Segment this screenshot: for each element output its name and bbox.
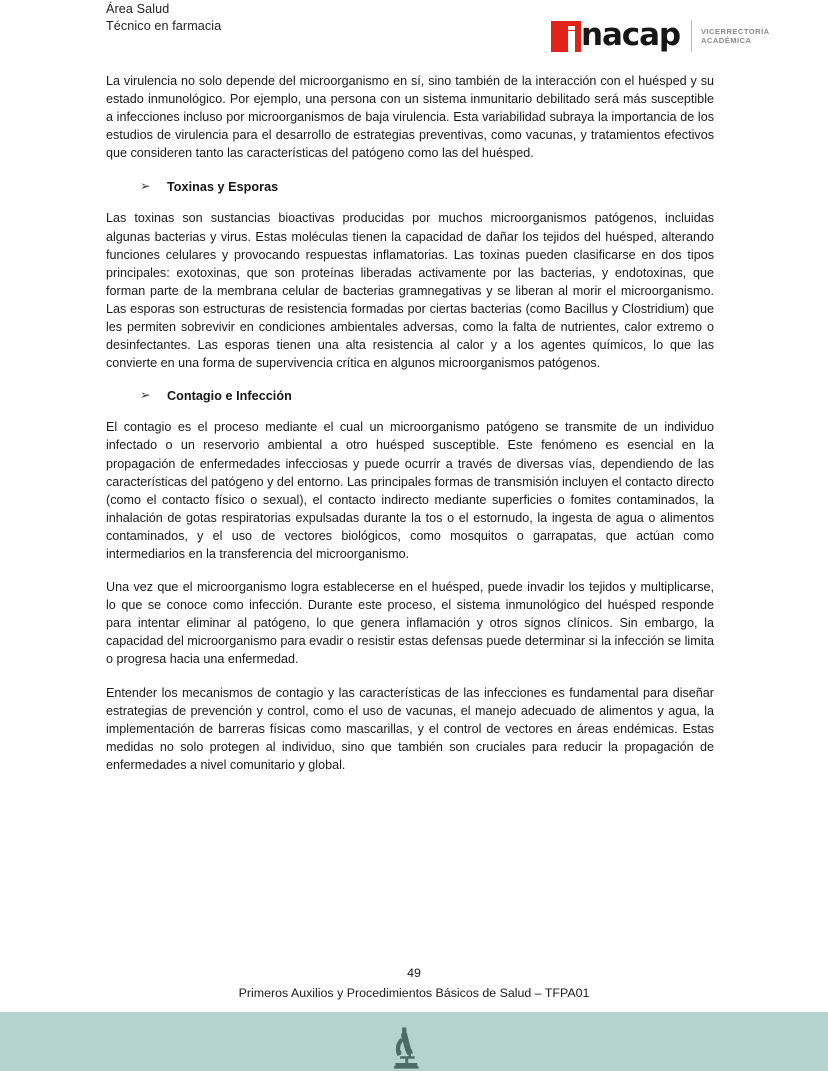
logo-i-gap [568,26,575,30]
inacap-logo [551,18,770,54]
arrow-bullet-icon: ➢ [140,178,151,194]
page-number: 49 [407,966,421,980]
arrow-bullet-icon: ➢ [140,387,151,403]
heading-label: Toxinas y Esporas [167,180,279,195]
page-footer [0,964,828,1003]
paragraph-infeccion: Una vez que el microorganismo logra establecerse en el huésped, puede invadir los tejidos y multiplicarse, lo que se conoce como infección. Durante este proceso, el sistema inmunológico del huésped responde para intentar eliminar al patógeno, lo que genera inflamación y otros signos clínicos. Sin embargo, la capacidad del microorganismo para evadir o resistir estas defensas puede determinar si la infección se limita o progresa hacia una enfermedad. [106,580,714,667]
header-program-line: Técnico en farmacia [106,19,222,33]
logo-subtitle [701,27,770,46]
page-header [0,0,828,62]
inacap-wordmark: nacap [581,16,680,53]
heading-toxinas-y-esporas [106,178,714,196]
header-area-line: Área Salud [106,2,170,16]
document-body [106,72,714,789]
header-department-block [106,1,221,35]
paragraph-virulencia: La virulencia no solo depende del microorganismo en sí, sino también de la interacción con el huésped y su estado inmunológico. Por ejemplo, una persona con un sistema inmunitario debilitado será más susceptible a infecciones incluso por microorganismos de baja virulencia. Esta variabilidad subraya la importancia de los estudios de virulencia para el desarrollo de estrategias preventivas, como vacunas, y tratamientos efectivos que consideren tanto las características del patógeno como las del huésped. [106,74,714,161]
logo-divider [691,20,692,52]
logo-i-stem [568,31,575,52]
bottom-decorative-band [0,1012,828,1071]
heading-contagio-e-infeccion [106,387,714,405]
inacap-logo-mark-icon [551,21,581,52]
heading-label: Contagio e Infección [167,389,292,404]
paragraph-contagio: El contagio es el proceso mediante el cual un microorganismo patógeno se transmite de un individuo infectado o un reservorio ambiental a otro huésped susceptible. Este fenómeno es esencial en la propagación de enfermedades infecciosas y puede ocurrir a través de diversas vías, dependiendo de las características del patógeno y del entorno. Las principales formas de transmisión incluyen el contacto directo (como el contacto físico o sexual), el contacto indirecto mediante superficies o fomites contaminados, la inhalación de gotas respiratorias expulsadas durante la tos o el estornudo, la ingesta de agua o alimentos contaminados, y el uso de vectores biológicos, como mosquitos o garrapatas, que actúan como intermediarios en la transferencia del microorganismo. [106,420,714,561]
microscope-icon [386,1026,426,1071]
logo-subtitle-line2: ACADÉMICA [700,36,752,45]
logo-subtitle-line1: VICERRECTORÍA [700,26,770,36]
paragraph-toxinas: Las toxinas son sustancias bioactivas producidas por muchos microorganismos patógenos, incluidas algunas bacterias y virus. Estas moléculas tienen la capacidad de dañar los tejidos del huésped, alterando funciones celulares y provocando respuestas inflamatorias. Las toxinas pueden clasificarse en dos tipos principales: exotoxinas, que son proteínas liberadas activamente por las bacterias, y endotoxinas, que forman parte de la membrana celular de bacterias gramnegativas y se liberan al morir el microorganismo. Las esporas son estructuras de resistencia formadas por ciertas bacterias (como Bacillus y Clostridium) que les permiten sobrevivir en condiciones ambientales adversas, como la falta de nutrientes, calor extremo o desinfectantes. Las esporas tienen una alta resistencia al calor y a los agentes químicos, lo que las convierte en una forma de supervivencia crítica en algunos microorganismos patógenos. [106,211,714,371]
paragraph-prevencion: Entender los mecanismos de contagio y las características de las infecciones es fundamental para diseñar estrategias de prevención y control, como el uso de vacunas, el manejo adecuado de alimentos y agua, la implementación de barreras físicas como mascarillas, y el control de vectores en áreas endémicas. Estas medidas no solo protegen al individuo, sino que también son cruciales para reducir la propagación de enfermedades a nivel comunitario y global. [106,685,714,772]
footer-course-title: Primeros Auxilios y Procedimientos Básicos de Salud – TFPA01 [238,986,590,1000]
